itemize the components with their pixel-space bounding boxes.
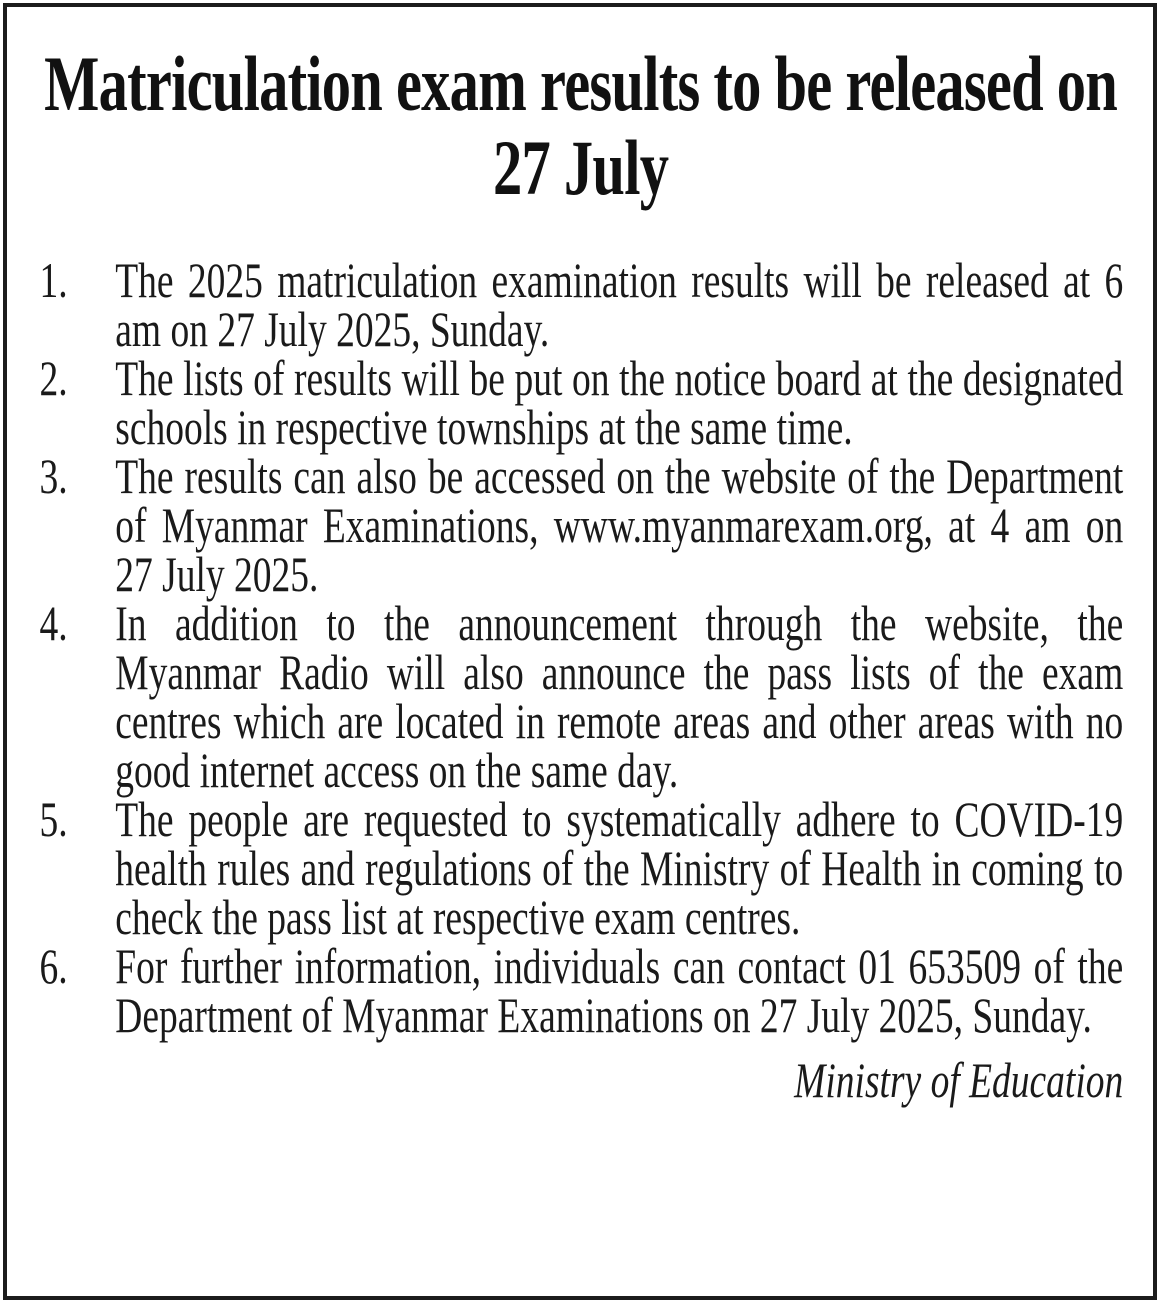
notice-content [38, 42, 1123, 1106]
list-item [38, 448, 1124, 602]
list-item-number: 3. [39, 448, 68, 504]
list-item [38, 938, 1124, 1043]
list-item-number: 5. [39, 791, 68, 847]
list-item-text: The people are requested to systematically adhere to COVID-19 health rules and regulations of the Ministry of Health in coming to check the pass list at respective exam centres. [115, 791, 1124, 945]
list-item [38, 791, 1124, 945]
list-item-number: 4. [39, 595, 68, 651]
signature-line: Ministry of Education [794, 1052, 1124, 1108]
notice-list [38, 252, 1124, 1043]
list-item-number: 6. [39, 938, 68, 994]
list-item-number: 1. [39, 252, 68, 308]
list-item-number: 2. [39, 350, 68, 406]
list-item [38, 252, 1124, 357]
list-item-text: The 2025 matriculation examination results will be released at 6 am on 27 July 2025, Sunday. [115, 252, 1124, 357]
list-item [38, 350, 1124, 455]
list-item-text: The results can also be accessed on the website of the Department of Myanmar Examinations, www.myanmarexam.org, at 4 am on 27 July 2025. [115, 448, 1124, 602]
notice-title: Matriculation exam results to be released on 27 July [44, 40, 1118, 211]
list-item-text: The lists of results will be put on the notice board at the designated schools in respective townships at the same time. [115, 350, 1124, 455]
list-item [38, 595, 1124, 798]
list-item-text: In addition to the announcement through the website, the Myanmar Radio will also announce the pass lists of the exam centres which are located in remote areas and other areas with no good internet access on the same day. [115, 595, 1124, 798]
list-item-text: For further information, individuals can contact 01 653509 of the Department of Myanmar Examinations on 27 July 2025, Sunday. [115, 938, 1124, 1043]
